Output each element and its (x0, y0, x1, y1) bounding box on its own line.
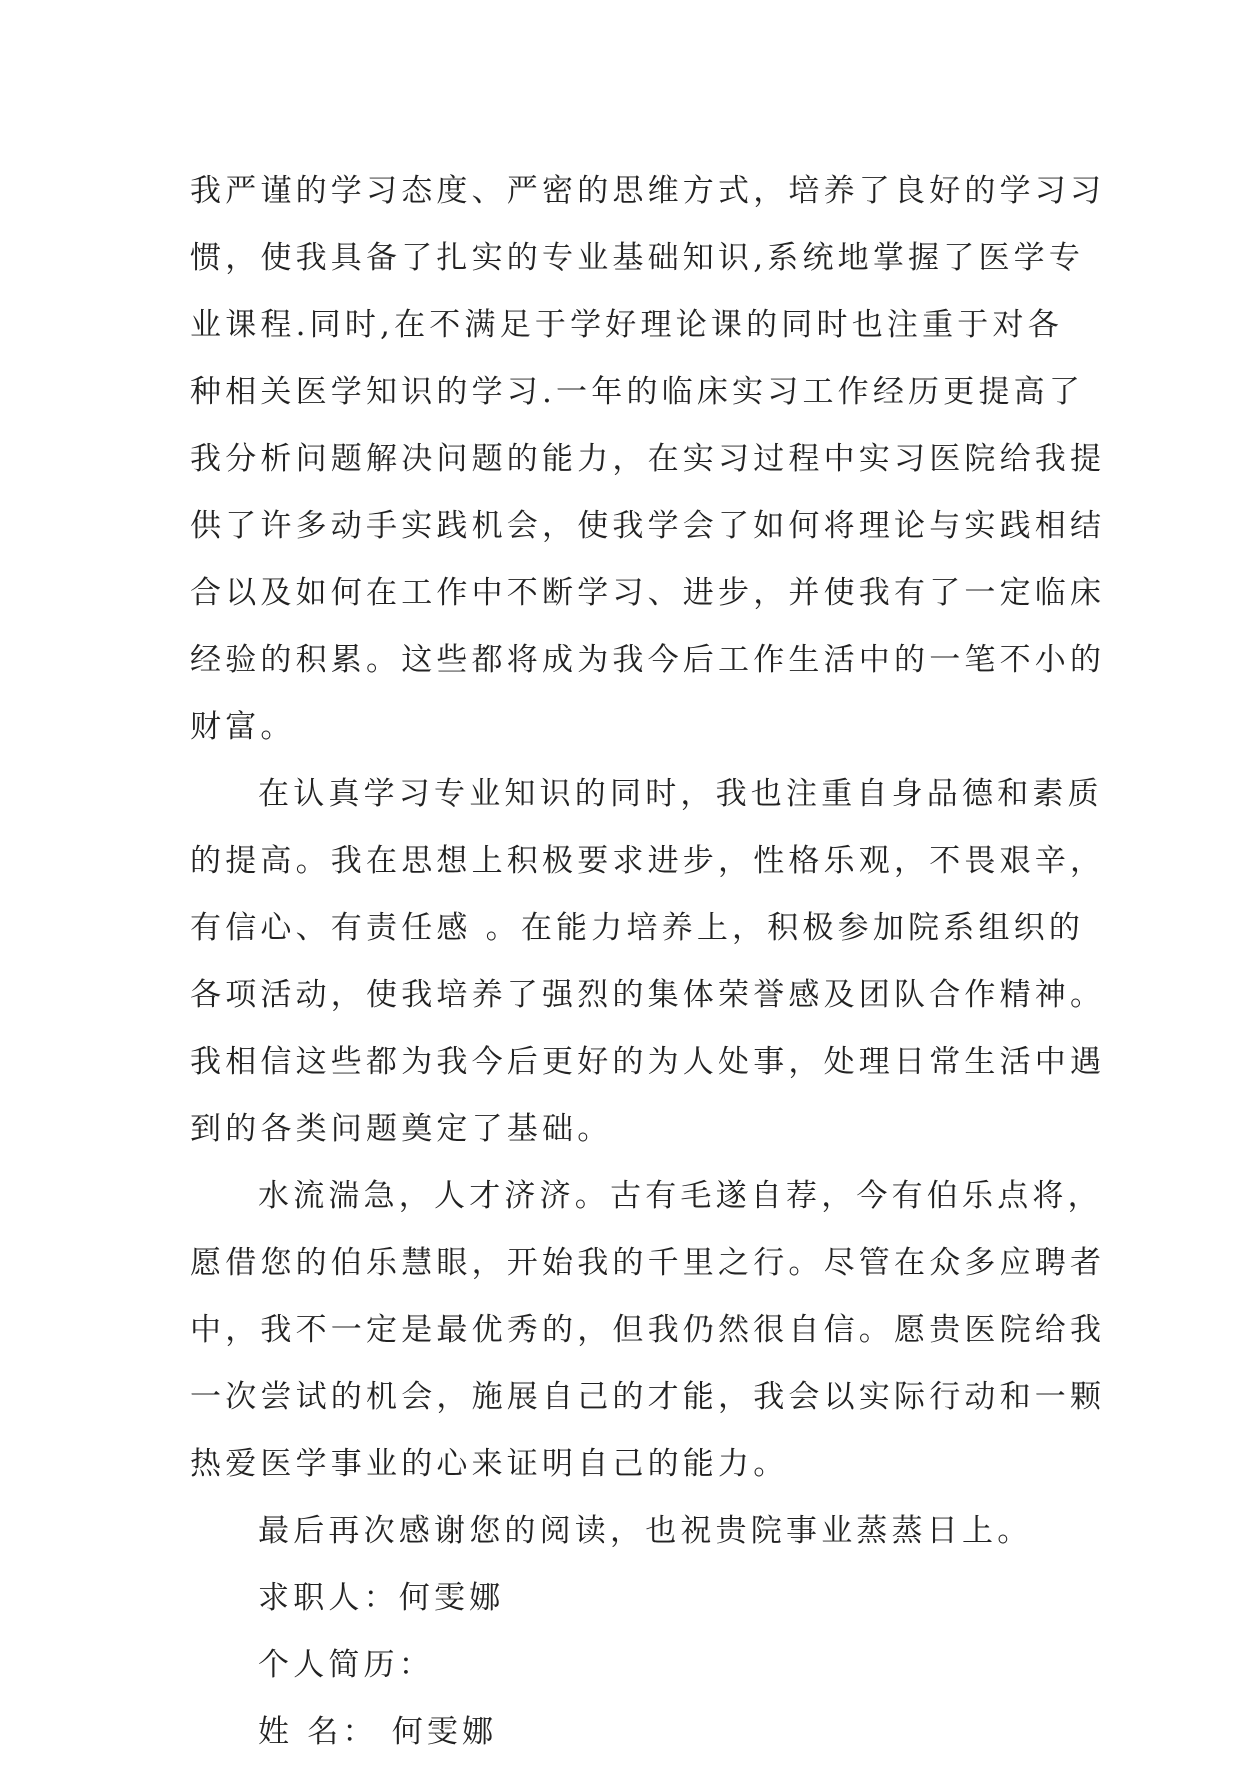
text-line: 中，我不一定是最优秀的，但我仍然很自信。愿贵医院给我 (190, 1312, 1106, 1348)
text-line: 惯，使我具备了扎实的专业基础知识,系统地掌握了医学专 (190, 240, 1085, 276)
text-line: 姓 名： 何雯娜 (258, 1714, 498, 1750)
text-line: 热爱医学事业的心来证明自己的能力。 (190, 1446, 789, 1482)
text-line: 我分析问题解决问题的能力，在实习过程中实习医院给我提 (190, 441, 1106, 477)
text-line: 在认真学习专业知识的同时，我也注重自身品德和素质 (258, 776, 1103, 812)
text-line: 水流湍急，人才济济。古有毛遂自荐，今有伯乐点将， (258, 1178, 1103, 1214)
text-line: 的提高。我在思想上积极要求进步，性格乐观，不畏艰辛， (190, 843, 1106, 879)
text-line: 最后再次感谢您的阅读，也祝贵院事业蒸蒸日上。 (258, 1513, 1033, 1549)
text-line: 业课程.同时,在不满足于学好理论课的同时也注重于对各 (190, 307, 1063, 343)
text-line: 一次尝试的机会，施展自己的才能，我会以实际行动和一颗 (190, 1379, 1106, 1415)
document-body (190, 158, 1106, 1766)
text-line: 合以及如何在工作中不断学习、进步，并使我有了一定临床 (190, 575, 1106, 611)
text-line: 到的各类问题奠定了基础。 (190, 1111, 613, 1147)
text-line: 我相信这些都为我今后更好的为人处事，处理日常生活中遇 (190, 1044, 1106, 1080)
text-line: 种相关医学知识的学习.一年的临床实习工作经历更提高了 (190, 374, 1085, 410)
text-line: 个人简历： (258, 1647, 434, 1683)
text-line: 供了许多动手实践机会，使我学会了如何将理论与实践相结 (190, 508, 1106, 544)
text-line: 各项活动，使我培养了强烈的集体荣誉感及团队合作精神。 (190, 977, 1106, 1013)
text-line: 求职人：何雯娜 (258, 1580, 505, 1616)
text-line: 我严谨的学习态度、严密的思维方式，培养了良好的学习习 (190, 173, 1106, 209)
text-line: 有信心、有责任感 。在能力培养上，积极参加院系组织的 (190, 910, 1085, 946)
text-line: 财富。 (190, 709, 296, 745)
text-line: 愿借您的伯乐慧眼，开始我的千里之行。尽管在众多应聘者 (190, 1245, 1106, 1281)
text-line: 经验的积累。这些都将成为我今后工作生活中的一笔不小的 (190, 642, 1106, 678)
